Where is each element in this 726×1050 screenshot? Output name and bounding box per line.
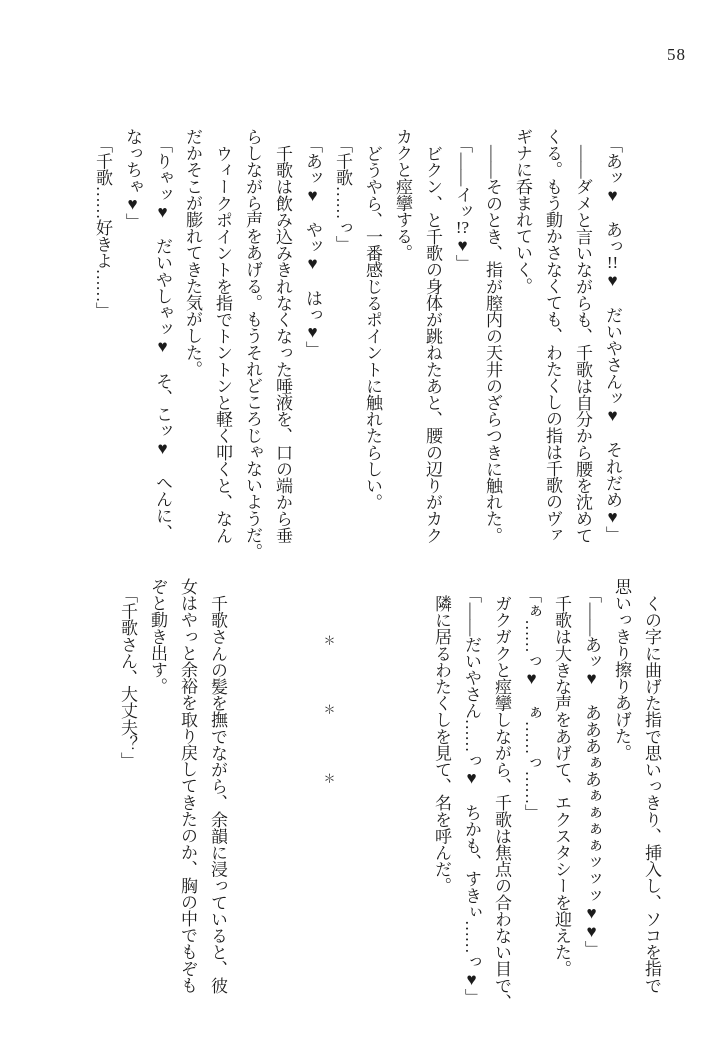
narration-column: ギナに呑まれていく。 [513,128,532,295]
text-band-bottom [112,578,666,1014]
narration-column: 千歌は大きな声をあげて、エクスタシーを迎えた。 [552,595,571,977]
narration-column: だかそこが膨れてきた気がした。 [183,128,202,378]
narration-column: 隣に居るわたくしを見て、名を呼んだ。 [432,595,451,894]
dialogue-column: 「ぁ……っ♥ ぁ……っ……」 [522,586,541,821]
dialogue-column: 「あッ♥ あっ!!♥ だいやさんッ♥ それだめ♥」 [603,136,622,543]
narration-column: カクと痙攣する。 [393,128,412,261]
page-number: 58 [667,45,686,64]
dialogue-column: 「りゃッ♥ だいやしゃッ♥ そ、こッ♥ へんに、 [153,136,172,541]
text-band-top [87,128,627,564]
dialogue-column: 「千歌……好きよ……」 [93,136,112,319]
narration-column: ウィークポイントを指でトントンと軽く叩くと、なん [213,145,232,544]
narration-column: らしながら声をあげる。もうそれどころじゃないようだ。 [243,128,262,560]
section-break-marks: ＊＊＊ [322,634,336,841]
narration-column: 女はやっと余裕を取り戻してきたのか、胸の中でもぞも [178,578,197,994]
dialogue-column: 「あッ♥ やッ♥ はっ♥」 [303,136,322,358]
double-exclamation: !! [606,254,619,272]
exclamation-question: !? [455,219,470,237]
narration-column: ぞと動き出す。 [148,578,167,695]
narration-column: 思いっきり擦りあげた。 [612,578,631,761]
dialogue-column: 「千歌さん、大丈夫？」 [118,586,137,769]
narration-column: くる。もう動かさなくても、わたくしの指は千歌のヴァ [543,128,562,544]
narration-column: 千歌は飲み込みきれなくなった唾液を、口の端から垂 [273,145,292,544]
narration-column: なっちゃ♥」 [123,128,142,230]
narration-column: どうやら、一番感じるポイントに触れたらしい。 [363,145,382,511]
dialogue-column: 「千歌……っ」 [333,136,352,253]
narration-column: ビクン、と千歌の身体が跳ねたあと、腰の辺りがカク [423,145,442,544]
narration-column: ガクガクと痙攣しながら、千歌は焦点の合わない目で、 [492,595,511,1011]
narration-column: ——そのとき、指が膣内の天井のざらつきに触れた。 [483,145,502,544]
dialogue-column: 「——あッ♥ あああぁあぁぁぁぁッッッ♥♥」 [582,586,601,958]
dialogue-column: 「——だいやさん……っ♥ ちかも、すきぃ……っ♥」 [462,586,481,1006]
narration-column: くの字に曲げた指で思いっきり、挿入し、ソコを指で [642,595,661,994]
narration-column: ——ダメと言いながらも、千歌は自分から腰を沈めて [573,145,592,544]
dialogue-column: 「——イッ!?♥」 [453,136,472,272]
narration-column: 千歌さんの髪を撫でながら、余韻に浸っていると、彼 [208,595,227,994]
